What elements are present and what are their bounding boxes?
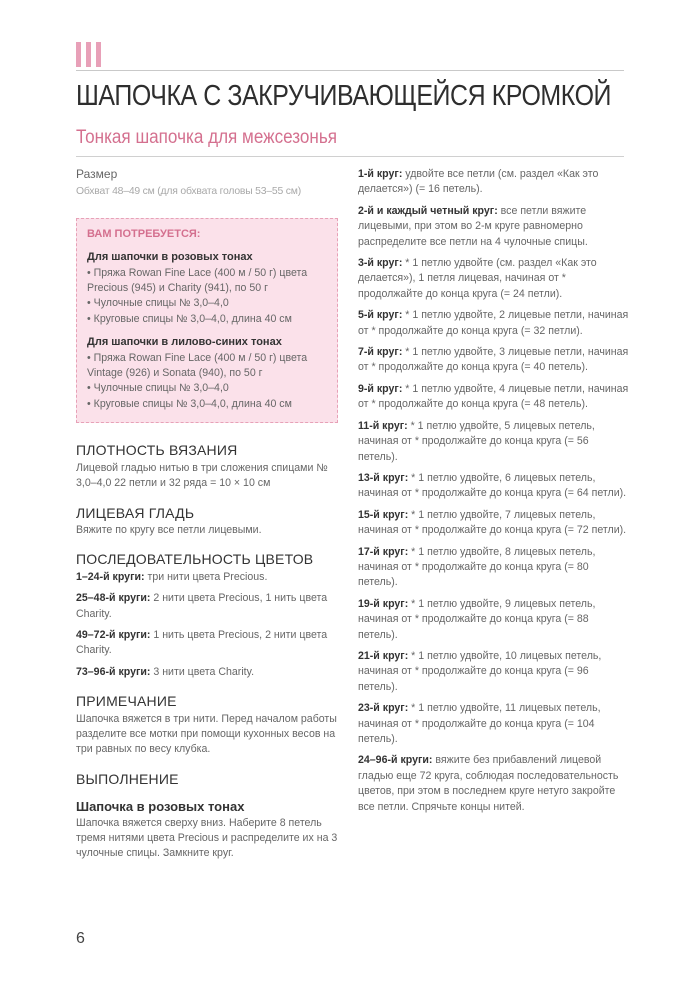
subtitle-rule [76, 156, 624, 157]
color-round: 25–48-й круги: 2 нити цвета Precious, 1 нить цвета Charity. [76, 592, 328, 620]
instruction-round: 21-й круг: * 1 петлю удвойте, 10 лицевых петель, начиная от * продолжайте до конца круга (= 96 петель). [358, 649, 602, 693]
instruction-round: 23-й круг: * 1 петлю удвойте, 11 лицевых петель, начиная от * продолжайте до конца круга (= 104 петель). [358, 702, 601, 745]
lilac-variant-heading: Для шапочки в лилово-синих тонах [87, 336, 282, 349]
materials-heading: ВАМ ПОТРЕБУЕТСЯ: [87, 227, 201, 240]
page-title: ШАПОЧКА С ЗАКРУЧИВАЮЩЕЙСЯ КРОМКОЙ [76, 80, 612, 112]
instruction-round: 19-й круг: * 1 петлю удвойте, 9 лицевых петель, начиная от * продолжайте до конца круга (= 88 петель). [358, 597, 596, 641]
gauge-heading: ПЛОТНОСТЬ ВЯЗАНИЯ [76, 442, 238, 459]
section-marker-bars [76, 42, 101, 67]
note-heading: ПРИМЕЧАНИЕ [76, 693, 177, 710]
page-number: 6 [76, 930, 85, 947]
materials-item: • Пряжа Rowan Fine Lace (400 м / 50 г) цвета Precious (945) и Charity (941), по 50 г [87, 266, 308, 295]
instruction-round: 3-й круг: * 1 петлю удвойте (см. раздел «Как это делается»), 1 петля лицевая, начиная от * продолжайте до конца круга (= 24 петли). [358, 257, 597, 300]
color-round: 73–96-й круги: 3 нити цвета Charity. [76, 665, 255, 678]
top-rule [76, 70, 624, 71]
page-subtitle: Тонкая шапочка для межсезонья [76, 127, 338, 148]
materials-item: • Пряжа Rowan Fine Lace (400 м / 50 г) цвета Vintage (926) и Sonata (940), по 50 г [87, 351, 308, 380]
execution-heading: ВЫПОЛНЕНИЕ [76, 770, 179, 787]
instruction-round: 2-й и каждый четный круг: все петли вяжите лицевыми, при этом во 2-м круге равномерно распределите все петли на 4 чулочные спицы. [358, 204, 588, 248]
instruction-round: 13-й круг: * 1 петлю удвойте, 6 лицевых петель, начиная от * продолжайте до конца круга (= 64 петли). [358, 471, 627, 500]
materials-item: • Чулочные спицы № 3,0–4,0 [87, 297, 229, 310]
stockinette-text: Вяжите по кругу все петли лицевыми. [76, 523, 262, 536]
marker-bar [96, 42, 101, 67]
materials-box [76, 218, 338, 423]
instruction-round: 1-й круг: удвойте все петли (см. раздел «Как это делается») (= 16 петель). [358, 168, 599, 196]
pink-variant-heading: Для шапочки в розовых тонах [87, 251, 253, 264]
note-text: Шапочка вяжется в три нити. Перед началом работы разделите все мотки при помощи кухонных весов на три равных по весу клубка. [76, 712, 337, 756]
instruction-round: 24–96-й круги: вяжите без прибавлений лицевой гладью еще 72 круга, соблюдая последовательность цветов, при этом в последнем круге нетуго закройте все петли. Спрячьте концы нитей. [358, 754, 619, 813]
marker-bar [86, 42, 91, 67]
colors-heading: ПОСЛЕДОВАТЕЛЬНОСТЬ ЦВЕТОВ [76, 551, 314, 568]
stockinette-heading: ЛИЦЕВАЯ ГЛАДЬ [76, 504, 195, 521]
execution-text: Шапочка вяжется сверху вниз. Наберите 8 петель тремя нитями цвета Precious и распределите их на 3 чулочные спицы. Замкните круг. [76, 816, 338, 860]
materials-item: • Чулочные спицы № 3,0–4,0 [87, 382, 229, 395]
instruction-round: 17-й круг: * 1 петлю удвойте, 8 лицевых петель, начиная от * продолжайте до конца круга (= 80 петель). [358, 545, 596, 589]
color-round: 49–72-й круги: 1 нить цвета Precious, 2 нити цвета Charity. [76, 628, 328, 657]
left-column [76, 167, 338, 862]
size-heading: Размер [76, 167, 118, 181]
right-column [358, 167, 630, 821]
size-text: Обхват 48–49 см (для обхвата головы 53–55 см) [76, 186, 301, 198]
instruction-round: 5-й круг: * 1 петлю удвойте, 2 лицевые петли, начиная от * продолжайте до конца круга (= 32 петли). [358, 309, 629, 337]
gauge-text: Лицевой гладью нитью в три сложения спицами № 3,0–4,0 22 петли и 32 ряда = 10 × 10 см [76, 461, 328, 490]
color-round: 1–24-й круги: три нити цвета Precious. [76, 570, 268, 583]
marker-bar [76, 42, 81, 67]
instruction-round: 9-й круг: * 1 петлю удвойте, 4 лицевые петли, начиная от * продолжайте до конца круга (= 48 петель). [358, 382, 629, 411]
instruction-round: 11-й круг: * 1 петлю удвойте, 5 лицевых петель, начиная от * продолжайте до конца круга (= 56 петель). [358, 419, 595, 463]
instruction-round: 15-й круг: * 1 петлю удвойте, 7 лицевых петель, начиная от * продолжайте до конца круга (= 72 петли). [358, 508, 627, 537]
execution-subheading: Шапочка в розовых тонах [76, 799, 245, 815]
materials-item: • Круговые спицы № 3,0–4,0, длина 40 см [87, 397, 292, 410]
materials-item: • Круговые спицы № 3,0–4,0, длина 40 см [87, 312, 292, 325]
instruction-round: 7-й круг: * 1 петлю удвойте, 3 лицевые петли, начиная от * продолжайте до конца круга (= 40 петель). [358, 346, 629, 374]
